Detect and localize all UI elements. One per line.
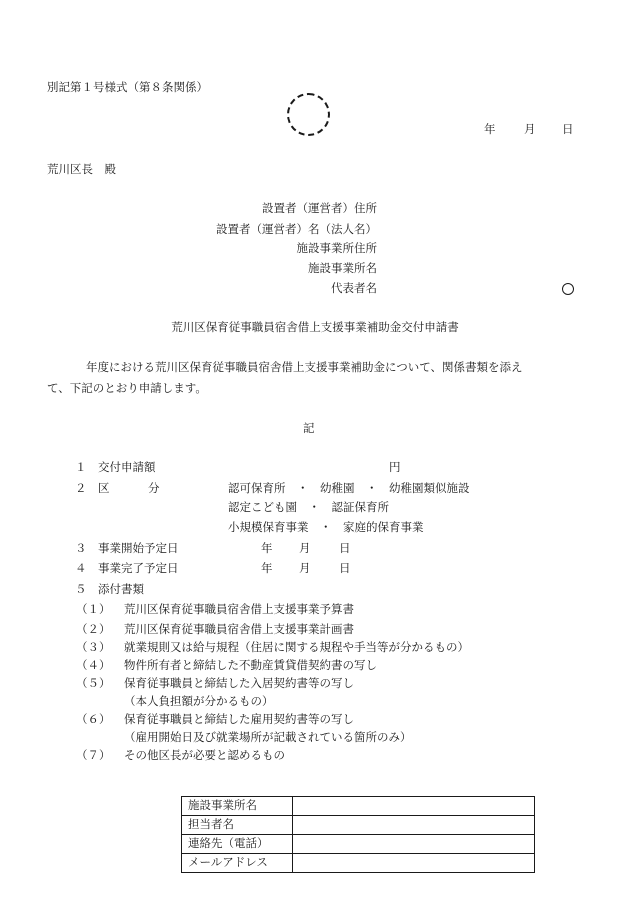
addressee: 荒川区長 殿 [47,162,116,176]
attachment-6-number: （６） [76,712,111,726]
contact-label-facility-name: 施設事業所名 [182,797,293,816]
item2-category-line2: 認定こども園 ・ 認証保育所 [228,500,389,514]
attachment-7-number: （７） [76,748,111,762]
contact-value-person[interactable] [293,816,535,835]
item3-month: 月 [299,541,311,555]
date-day-label: 日 [562,122,574,136]
attachment-6-subtext: （雇用開始日及び就業場所が記載されている箇所のみ） [124,730,412,744]
item4-year: 年 [261,561,273,575]
item4-number: ４ [75,561,87,575]
attachment-3-text: 就業規則又は給与規程（住居に関する規程や手当等が分かるもの） [124,640,469,654]
contact-label-person: 担当者名 [182,816,293,835]
item5-label: 添付書類 [98,582,144,596]
item2-category-line3: 小規模保育事業 ・ 家庭的保育事業 [228,520,424,534]
attachment-5-number: （５） [76,676,111,690]
contact-row [182,797,535,816]
contact-value-phone[interactable] [293,835,535,854]
item2-label-a: 区 [98,481,110,495]
receipt-stamp-circle [287,93,330,136]
operator-name-label: 設置者（運営者）名（法人名） [216,222,377,236]
attachment-1-number: （１） [76,602,111,616]
item3-label: 事業開始予定日 [98,541,179,555]
seal-mark [562,283,574,295]
item4-month: 月 [299,561,311,575]
contact-row [182,816,535,835]
facility-address-label: 施設事業所住所 [296,241,377,255]
attachment-5-subtext: （本人負担額が分かるもの） [124,694,274,708]
contact-label-email: メールアドレス [182,854,293,873]
ki-heading: 記 [303,421,315,435]
body-text-line2: て、下記のとおり申請します。 [47,381,207,395]
item4-day: 日 [339,561,351,575]
item5-number: ５ [75,582,87,596]
contact-value-email[interactable] [293,854,535,873]
item2-number: ２ [75,481,87,495]
operator-address-label: 設置者（運営者）住所 [262,201,377,215]
item1-unit: 円 [389,460,401,474]
item1-number: １ [75,460,87,474]
item2-label-b: 分 [148,481,160,495]
item3-number: ３ [75,541,87,555]
representative-label: 代表者名 [331,281,377,295]
item1-label: 交付申請額 [98,460,156,474]
attachment-2-text: 荒川区保育従事職員宿舎借上支援事業計画書 [124,622,354,636]
contact-row [182,835,535,854]
form-number: 別記第１号様式（第８条関係） [47,80,208,94]
item3-day: 日 [339,541,351,555]
contact-row [182,854,535,873]
contact-label-phone: 連絡先（電話） [182,835,293,854]
facility-name-label: 施設事業所名 [308,261,377,275]
attachment-2-number: （２） [76,622,111,636]
contact-value-facility-name[interactable] [293,797,535,816]
attachment-4-text: 物件所有者と締結した不動産賃貸借契約書の写し [124,658,377,672]
attachment-6-text: 保育従事職員と締結した雇用契約書等の写し [124,712,354,726]
date-year-label: 年 [484,122,496,136]
item4-label: 事業完了予定日 [98,561,179,575]
attachment-5-text: 保育従事職員と締結した入居契約書等の写し [124,676,354,690]
item3-year: 年 [261,541,273,555]
item2-category-line1: 認可保育所 ・ 幼稚園 ・ 幼稚園類似施設 [228,481,470,495]
attachment-7-text: その他区長が必要と認めるもの [124,748,285,762]
attachment-3-number: （３） [76,640,111,654]
date-month-label: 月 [524,122,536,136]
body-text-line1: 年度における荒川区保育従事職員宿舎借上支援事業補助金について、関係書類を添え [86,360,523,374]
attachment-1-text: 荒川区保育従事職員宿舎借上支援事業予算書 [124,602,354,616]
attachment-4-number: （４） [76,658,111,672]
contact-table [181,796,535,873]
document-title: 荒川区保育従事職員宿舎借上支援事業補助金交付申請書 [171,320,459,334]
